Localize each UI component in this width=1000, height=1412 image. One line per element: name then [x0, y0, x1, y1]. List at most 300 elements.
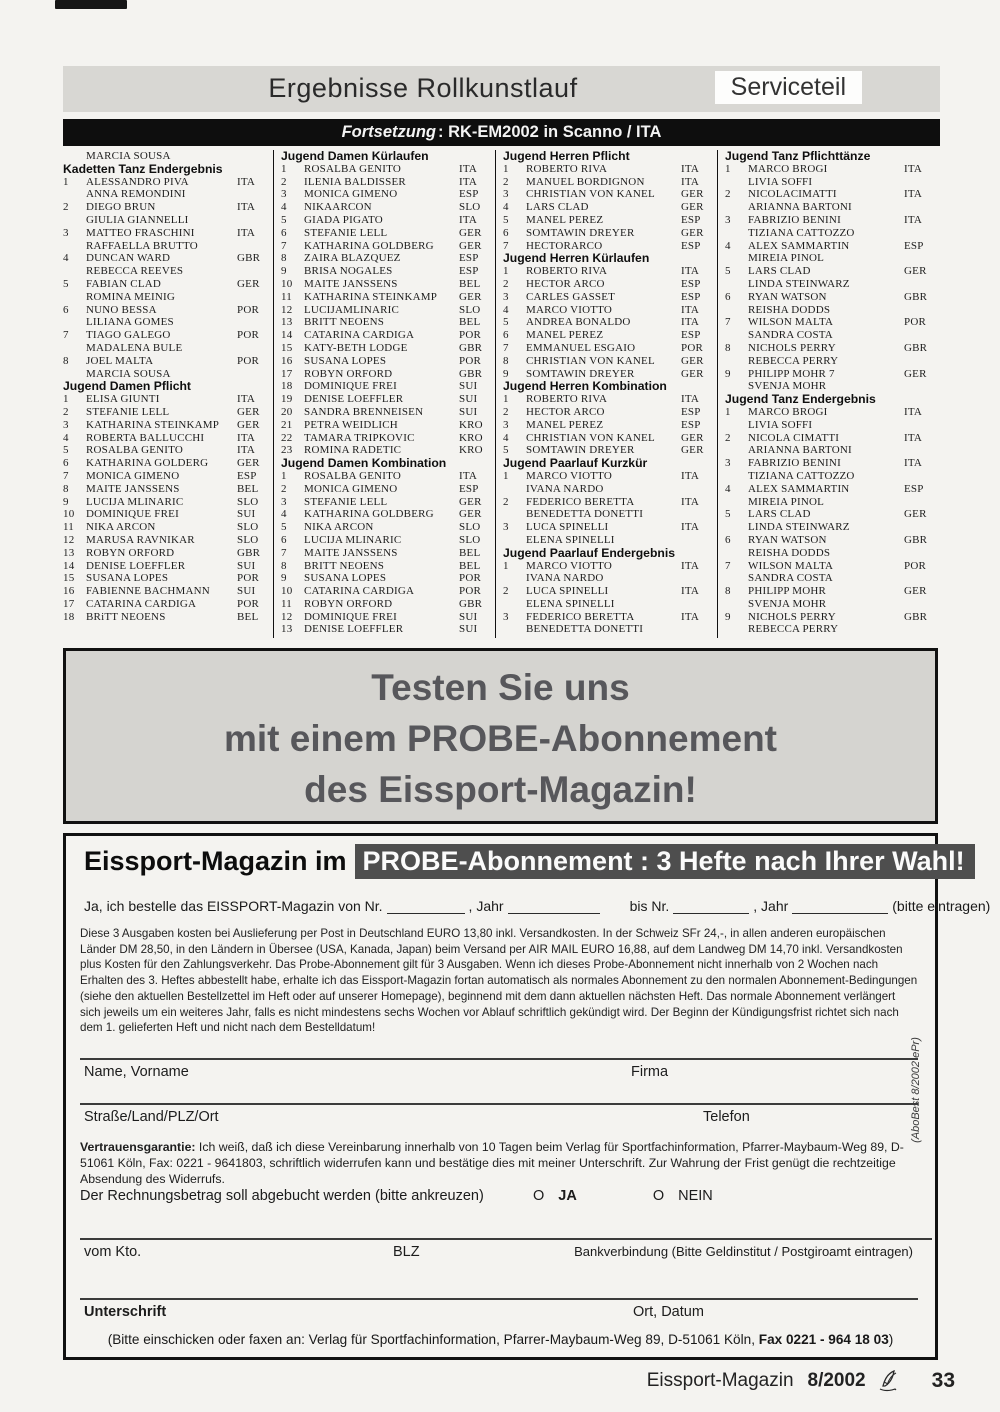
result-country: ITA [681, 175, 700, 188]
result-row [63, 188, 273, 201]
result-name: ROBYN ORFORD [304, 597, 393, 610]
name-field-rule [80, 1058, 918, 1060]
result-rank: 11 [281, 597, 292, 610]
send-instruction-close: ) [888, 1332, 894, 1347]
result-rank [63, 316, 86, 329]
order-blank-field[interactable] [792, 900, 888, 914]
result-country: GER [681, 367, 704, 380]
result-country: BEL [459, 277, 481, 290]
result-rank [725, 572, 748, 585]
result-country: ITA [681, 265, 700, 278]
result-rank: 9 [281, 265, 287, 278]
kto-field-label: vom Kto. [84, 1244, 142, 1260]
result-country: POR [459, 329, 481, 342]
result-country [237, 188, 273, 201]
terms-paragraph: Diese 3 Ausgaben kosten bei Auslieferung per Post in Deutschland EURO 13,80 inkl. Versandkosten. In der Schweiz SFr 24,-, in allen anderen europäischen Länder DM 28,50, in den Ländern in Übersee (USA, Kanada, Japan) beim Versand per AIR MAIL EURO 16,88, auf dem Landweg DM 14,70 inkl. Versandkosten plus Kosten für den Zahlungsverkehr. Das Probe-Abonnement gilt für 3 Ausgaben. Wenn ich dieses Probe-Abonnement nicht innerhalb von 2 Wochen nach Erhalten des 3. Heftes abbestellt habe, erhalte ich das Eissport-Magazin fortan automatisch als normales Abonnement zu den normalen Abonnement-Bedingungen (siehe den aktuellen Bestellzettel im Heft oder auf unserer Homepage), beginnend mit dem dann aktuellen nächsten Heft. Das normale Abonnement verlängert sich jeweils um ein weiteres Jahr, falls es nicht mindestens sechs Wochen vor Ablauf schriftlich gekündigt wird. Der Beginn der Kündigungsfrist richtet sich nach dem 1. gelieferten Heft und nicht nach dem Bestelldatum! [80, 927, 918, 1035]
checkbox-ja-circle[interactable]: O [533, 1188, 545, 1204]
result-country: KRO [459, 444, 483, 457]
result-name: DIEGO BRUN [86, 201, 156, 214]
result-country: GBR [904, 341, 928, 354]
result-rank [725, 201, 748, 214]
result-name: ELENA SPINELLI [526, 533, 615, 546]
result-rank: 13 [281, 316, 293, 329]
result-rank: 8 [281, 252, 287, 265]
result-country: SUI [237, 585, 256, 598]
result-name: CARLES GASSET [526, 290, 616, 303]
result-row [725, 406, 940, 419]
result-row [503, 188, 717, 201]
result-country [904, 227, 940, 240]
result-rank: 9 [281, 572, 287, 585]
signature-field-rule [80, 1298, 918, 1300]
result-country: ITA [681, 521, 700, 534]
result-name: KATHARINA STEINKAMP [304, 290, 438, 303]
page-number: 33 [931, 1369, 955, 1392]
result-rank: 3 [63, 418, 69, 431]
result-country: BEL [459, 316, 481, 329]
result-row [281, 406, 495, 419]
result-name: IVANA NARDO [526, 572, 604, 585]
result-name: MARCO BROGI [748, 162, 828, 175]
result-country [904, 278, 940, 291]
form-title-plain: Eissport-Magazin im [84, 846, 347, 876]
result-row [503, 278, 717, 291]
result-country [237, 214, 273, 227]
result-row [503, 291, 717, 304]
result-rank: 4 [503, 431, 509, 444]
result-row [63, 150, 273, 163]
results-column-3 [495, 150, 717, 638]
result-name: NICOLA CIMATTI [748, 431, 840, 444]
result-name: MARCIA SOUSA [86, 367, 171, 380]
result-row [725, 611, 940, 624]
result-country: GER [681, 444, 704, 457]
result-name: DOMINIQUE FREI [86, 508, 179, 521]
result-row [281, 342, 495, 355]
result-country: ITA [681, 316, 700, 329]
result-country: GER [681, 431, 704, 444]
result-rank: 2 [503, 175, 509, 188]
guarantee-bold: Vertrauensgarantie: [80, 1140, 196, 1154]
results-table [63, 150, 940, 638]
order-text: bis Nr. [629, 898, 670, 914]
result-name: REBECCA REEVES [86, 265, 184, 278]
result-rank: 5 [63, 444, 69, 457]
result-row [63, 329, 273, 342]
result-country: POR [681, 341, 703, 354]
result-section-heading: Jugend Tanz Pflichttänze [725, 150, 871, 163]
result-row [503, 316, 717, 329]
result-country: SLO [459, 201, 481, 214]
result-row [281, 419, 495, 432]
result-country: ITA [237, 444, 256, 457]
result-name: LUCA SPINELLI [526, 585, 609, 598]
result-row [725, 176, 940, 189]
result-country [904, 252, 940, 265]
result-name: LIVIA SOFFI [748, 418, 813, 431]
result-country: ITA [681, 559, 700, 572]
result-rank: 1 [503, 393, 509, 406]
result-country [904, 380, 940, 393]
result-country: POR [237, 572, 259, 585]
result-country [904, 623, 940, 636]
result-country: GER [681, 354, 704, 367]
result-row [63, 176, 273, 189]
name-field-label: Name, Vorname [84, 1064, 189, 1080]
result-row [281, 483, 495, 496]
result-name: MARCO VIOTTO [526, 559, 613, 572]
blz-field-label: BLZ [393, 1244, 420, 1260]
result-country [237, 342, 273, 355]
result-name: ELENA SPINELLI [526, 597, 615, 610]
result-row [281, 496, 495, 509]
result-country: ITA [237, 226, 256, 239]
result-country: BEL [459, 546, 481, 559]
result-rank: 3 [503, 521, 509, 534]
result-row [63, 508, 273, 521]
result-rank [503, 598, 526, 611]
result-name: GIADA PIGATO [304, 213, 383, 226]
result-row [281, 214, 495, 227]
result-country: GBR [459, 341, 483, 354]
result-row [725, 291, 940, 304]
result-row [63, 227, 273, 240]
result-row [63, 457, 273, 470]
result-rank [725, 227, 748, 240]
result-row [63, 419, 273, 432]
result-row [63, 240, 273, 253]
result-rank: 1 [503, 265, 509, 278]
result-name: STEFANIE LELL [304, 226, 388, 239]
subscription-form [63, 833, 991, 1360]
result-name: REISHA DODDS [748, 303, 831, 316]
result-country: GER [681, 188, 704, 201]
result-row [725, 432, 940, 445]
result-country: GER [681, 226, 704, 239]
result-country: GBR [459, 597, 483, 610]
telefon-field-label: Telefon [703, 1109, 750, 1125]
result-name: RYAN WATSON [748, 533, 827, 546]
result-rank: 2 [725, 188, 731, 201]
result-name: TIAGO GALEGO [86, 329, 171, 342]
result-row [725, 623, 940, 636]
result-row [281, 201, 495, 214]
result-name: DENISE LOEFFLER [304, 393, 404, 406]
promo-box [63, 648, 938, 824]
result-name: ARIANNA BARTONI [748, 444, 852, 457]
result-row [281, 329, 495, 342]
result-name: DENISE LOEFFLER [86, 559, 186, 572]
result-country [237, 265, 273, 278]
result-country: KRO [459, 418, 483, 431]
result-row [725, 368, 940, 381]
result-rank: 2 [503, 585, 509, 598]
result-rank: 2 [503, 277, 509, 290]
result-rank [725, 444, 748, 457]
result-name: SANDRA BRENNEISEN [304, 405, 424, 418]
result-country [904, 304, 940, 317]
result-name: ROBYN ORFORD [304, 367, 393, 380]
result-rank: 3 [725, 457, 731, 470]
result-row [503, 393, 717, 406]
result-section-heading: Jugend Damen Pflicht [63, 379, 191, 394]
result-row [725, 572, 940, 585]
result-rank: 10 [63, 508, 75, 521]
order-blank-field[interactable] [673, 900, 749, 914]
result-rank: 5 [63, 277, 69, 290]
result-rank: 19 [281, 393, 293, 406]
result-country [681, 508, 717, 521]
result-row [281, 355, 495, 368]
result-country: ITA [459, 162, 478, 175]
result-rank: 9 [63, 495, 69, 508]
result-country [904, 355, 940, 368]
result-name: WILSON MALTA [748, 316, 834, 329]
result-name: MARUSA RAVNIKAR [86, 533, 195, 546]
result-name: SUSANA LOPES [304, 572, 387, 585]
result-name: NICOLACIMATTI [748, 188, 837, 201]
result-row [281, 585, 495, 598]
checkbox-nein-circle[interactable]: O [652, 1188, 665, 1204]
result-rank: 7 [63, 329, 69, 342]
result-row [503, 611, 717, 624]
result-name: STEFANIE LELL [86, 405, 170, 418]
result-row [503, 406, 717, 419]
result-rank: 3 [503, 290, 509, 303]
result-section-heading: Jugend Herren Pflicht [503, 150, 630, 163]
result-name: REBECCA PERRY [748, 354, 839, 367]
result-rank [63, 342, 86, 355]
result-rank: 9 [725, 367, 731, 380]
result-name: MIREIA PINOL [748, 252, 825, 265]
guarantee-text: Ich weiß, daß ich diese Vereinbarung innerhalb von 10 Tagen beim Verlag für Sportfachinformation, Pfarrer-Maybaum-Weg 89, D-51061 Köln, Fax: 0221 - 9641803, schriftlich widerrufen kann und bestätige dies mit meiner Unterschrift. Zur Wahrung der Frist genügt die rechtzeitige Absendung des Widerrufs. [80, 1140, 904, 1187]
result-row [725, 227, 940, 240]
result-name: FABRIZIO BENINI [748, 213, 841, 226]
result-country: SLO [459, 303, 481, 316]
result-country: ESP [681, 418, 701, 431]
fax-number: Fax 0221 - 964 18 03 [758, 1332, 889, 1347]
result-row [503, 598, 717, 611]
result-name: MAITE JANSSENS [304, 546, 398, 559]
result-rank: 4 [63, 431, 69, 444]
result-rank: 4 [725, 482, 731, 495]
result-country: GBR [237, 546, 261, 559]
result-row [725, 240, 940, 253]
result-row [281, 188, 495, 201]
result-row [503, 521, 717, 534]
order-line [84, 898, 990, 914]
result-row [503, 572, 717, 585]
result-row [503, 342, 717, 355]
results-column-2 [273, 150, 495, 638]
result-rank: 8 [281, 559, 287, 572]
result-name: BRITT NEOENS [304, 559, 385, 572]
result-rank: 5 [503, 316, 509, 329]
result-rank: 17 [63, 597, 75, 610]
result-country: SUI [459, 380, 478, 393]
order-text: Ja, ich bestelle das EISSPORT-Magazin von Nr. [84, 898, 383, 914]
result-row [63, 278, 273, 291]
result-name: MONICA GIMENO [86, 469, 180, 482]
guarantee-paragraph [80, 1139, 925, 1188]
result-row [503, 496, 717, 509]
result-country [904, 470, 940, 483]
result-country [904, 521, 940, 534]
result-rank: 6 [725, 533, 731, 546]
result-name: BENEDETTA DONETTI [526, 623, 644, 636]
result-row [281, 240, 495, 253]
result-rank: 18 [63, 610, 75, 623]
result-rank: 1 [503, 559, 509, 572]
result-rank: 6 [63, 303, 69, 316]
result-rank: 7 [725, 316, 731, 329]
address-field-label: Straße/Land/PLZ/Ort [84, 1109, 219, 1125]
result-section-heading: Jugend Tanz Endergebnis [725, 392, 876, 407]
result-country: ITA [904, 213, 923, 226]
result-row [503, 329, 717, 342]
result-name: SANDRA COSTA [748, 329, 833, 342]
result-name: RAFFAELLA BRUTTO [86, 239, 198, 252]
address-field-rule [80, 1103, 918, 1105]
result-rank: 14 [281, 329, 293, 342]
result-country: ITA [681, 393, 700, 406]
result-row [63, 572, 273, 585]
result-rank: 2 [725, 431, 731, 444]
result-row [725, 316, 940, 329]
result-country [904, 176, 940, 189]
result-country [904, 547, 940, 560]
result-row [725, 457, 940, 470]
result-name: LUCIJA MLINARIC [304, 533, 402, 546]
form-title-highlight: PROBE-Abonnement : 3 Hefte nach Ihrer Wahl! [355, 844, 975, 879]
result-name: ELISA GIUNTI [86, 393, 160, 406]
result-name: CHRISTIAN VON KANEL [526, 188, 655, 201]
result-row [281, 508, 495, 521]
result-rank: 11 [63, 521, 74, 534]
result-rank: 8 [63, 354, 69, 367]
checkbox-ja-label: JA [558, 1188, 577, 1204]
result-rank: 4 [281, 508, 287, 521]
result-row [725, 419, 940, 432]
result-row [281, 304, 495, 317]
result-country: GER [459, 239, 482, 252]
result-row [63, 355, 273, 368]
continuation-bar [63, 119, 940, 146]
result-rank: 8 [725, 585, 731, 598]
result-rank [63, 188, 86, 201]
result-country: SUI [459, 623, 478, 636]
signature-field-label: Unterschrift [84, 1304, 167, 1320]
result-row [281, 176, 495, 189]
debit-row [80, 1188, 925, 1204]
print-artifact [55, 0, 127, 9]
result-name: ALEX SAMMARTIN [748, 482, 850, 495]
result-rank: 15 [63, 572, 75, 585]
result-name: ROBERTO RIVA [526, 393, 608, 406]
result-row [281, 278, 495, 291]
result-row [281, 470, 495, 483]
result-rank [725, 176, 748, 189]
result-rank [503, 508, 526, 521]
result-rank: 5 [725, 508, 731, 521]
result-row [725, 521, 940, 534]
result-rank: 17 [281, 367, 293, 380]
result-row [63, 393, 273, 406]
result-row [725, 214, 940, 227]
page-header-bar [63, 66, 940, 112]
result-row [281, 227, 495, 240]
result-country: SUI [237, 559, 256, 572]
result-country: POR [237, 354, 259, 367]
result-row [281, 560, 495, 573]
promo-line-1: Testen Sie uns [371, 667, 630, 708]
result-name: MATTEO FRASCHINI [86, 226, 195, 239]
result-rank: 3 [725, 213, 731, 226]
result-country: GER [904, 508, 927, 521]
order-text: , Jahr [753, 898, 789, 914]
result-country [237, 240, 273, 253]
result-name: DENISE LOEFFLER [304, 623, 404, 636]
result-rank: 10 [281, 585, 293, 598]
result-name: REBECCA PERRY [748, 623, 839, 636]
result-country: ITA [681, 303, 700, 316]
result-section-heading: Jugend Paarlauf Endergebnis [503, 545, 676, 560]
result-rank: 1 [281, 469, 287, 482]
result-name: ALEX SAMMARTIN [748, 239, 850, 252]
result-country: GBR [459, 367, 483, 380]
result-row [63, 406, 273, 419]
result-country: SUI [237, 508, 256, 521]
result-country [237, 368, 273, 381]
result-name: MAITE JANSSENS [304, 277, 398, 290]
result-name: ALESSANDRO PIVA [86, 175, 189, 188]
result-name: LARS CLAD [748, 508, 811, 521]
send-instruction [66, 1332, 935, 1347]
result-row [725, 585, 940, 598]
result-country [681, 598, 717, 611]
result-rank: 4 [503, 303, 509, 316]
result-rank: 2 [63, 201, 69, 214]
result-name: LIVIA SOFFI [748, 175, 813, 188]
result-row [281, 163, 495, 176]
form-side-note: (AboBest 8/2002 ePr) [910, 1037, 922, 1143]
result-rank: 7 [281, 239, 287, 252]
result-country: ESP [237, 469, 257, 482]
result-country: ESP [904, 239, 924, 252]
result-name: MIREIA PINOL [748, 495, 825, 508]
result-name: KATY-BETH LODGE [304, 341, 408, 354]
result-row [63, 201, 273, 214]
result-name: PHILIPP MOHR 7 [748, 367, 835, 380]
result-row [281, 380, 495, 393]
result-name: STEFANIE LELL [304, 495, 388, 508]
result-name: PETRA WEIDLICH [304, 418, 398, 431]
result-name: KATHARINA STEINKAMP [86, 418, 220, 431]
result-rank: 5 [281, 213, 287, 226]
result-rank: 8 [63, 482, 69, 495]
order-blank-field[interactable] [387, 900, 465, 914]
result-rank: 3 [281, 188, 287, 201]
result-country: ESP [681, 329, 701, 342]
result-row [725, 496, 940, 509]
result-name: NIKAARCON [304, 201, 372, 214]
result-rank: 1 [63, 393, 69, 406]
result-name: LUCIJAMLINARIC [304, 303, 400, 316]
result-name: DOMINIQUE FREI [304, 380, 397, 393]
order-blank-field[interactable] [508, 900, 600, 914]
result-row [281, 368, 495, 381]
result-rank [503, 483, 526, 496]
